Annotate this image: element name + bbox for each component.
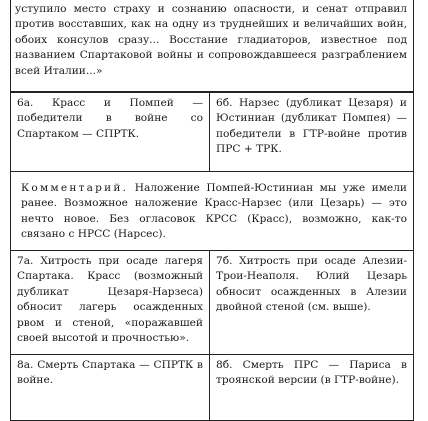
parallel-text-7b: 7б. Хитрость при осаде Алезии-Трои-Неаполя. Юлий Цезарь обносит осажденных в Алезии двойной стеной (см. выше). bbox=[216, 255, 407, 314]
intro-quote-block bbox=[10, 0, 414, 92]
parallel-text-7a: 7а. Хитрость при осаде лагеря Спартака. Красс (возможный дубликат Цезаря-Нарзеса) обносит лагерь осажденных рвом и стеной, «поражавшей своей высотой и прочностью». bbox=[17, 255, 203, 345]
commentary-block bbox=[10, 171, 414, 251]
parallel-text-6b: 6б. Нарзес (дубликат Цезаря) и Юстиниан (дубликат Помпея) — победители в ГТР-войне против ПРС + ТРК. bbox=[216, 97, 407, 156]
commentary-label: Комментарий. bbox=[21, 182, 129, 194]
parallel-cell-8a bbox=[10, 354, 210, 421]
parallel-cell-6b bbox=[209, 92, 414, 172]
commentary-text: Наложение Помпей-Юстиниан мы уже имели ранее. Возможное наложение Красс-Нарзес (или Цезарь) — это нечто новое. Без огласовок КРСС (Красс), возможно, как-то связано с НРСС (Нарсес). bbox=[21, 182, 407, 241]
commentary-paragraph bbox=[21, 181, 407, 243]
intro-paragraph: уступило место страху и сознанию опасности, и сенат отправил против восставших, как на одну из труднейших и величайших войн, обоих консулов сразу... Восстание гладиаторов, известное под названием Спартаковой войны и сопровождавшееся разграблением всей Италии...» bbox=[15, 3, 407, 77]
parallel-cell-8b bbox=[209, 354, 414, 421]
parallel-cell-6a bbox=[10, 92, 210, 172]
parallel-text-8a: 8а. Смерть Спартака — СПРТК в войне. bbox=[17, 359, 203, 387]
parallel-text-6a: 6а. Красс и Помпей — победители в войне со Спартаком — СПРТК. bbox=[17, 97, 203, 140]
parallel-cell-7b bbox=[209, 250, 414, 355]
parallel-cell-7a bbox=[10, 250, 210, 355]
parallel-text-8b: 8б. Смерть ПРС — Париса в троянской версии (в ГТР-войне). bbox=[216, 359, 407, 387]
